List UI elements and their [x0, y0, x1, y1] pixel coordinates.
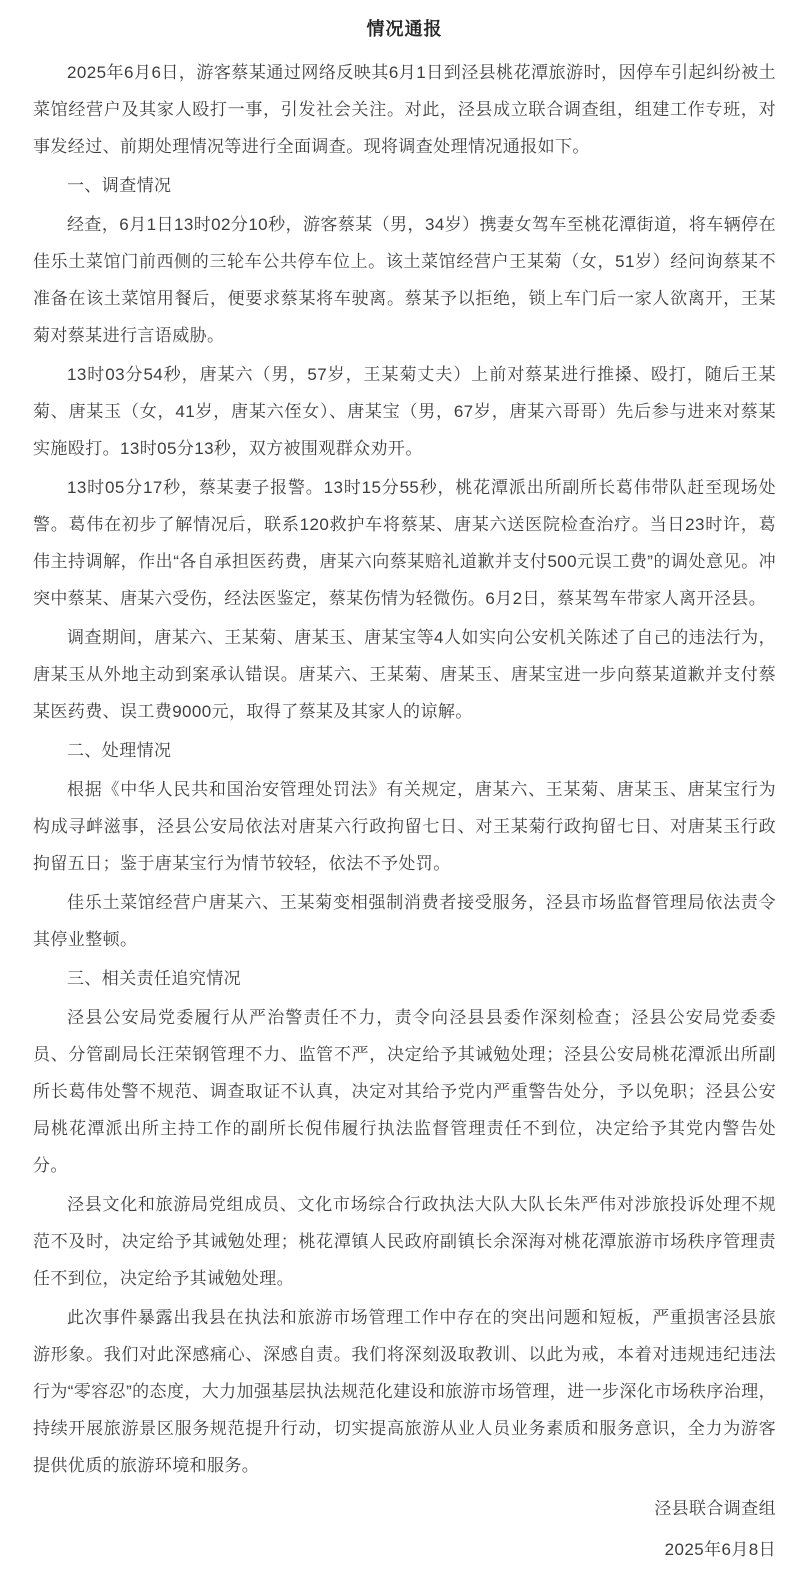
- signature-date: 2025年6月8日: [664, 1540, 776, 1559]
- paragraph-investigation-1: 经查，6月1日13时02分10秒，游客蔡某（男，34岁）携妻女驾车至桃花潭街道，将车辆停在佳乐土菜馆门前西侧的三轮车公共停车位上。该土菜馆经营户王某菊（女，51岁）经问询蔡某不准备在该土菜馆用餐后，便要求蔡某将车驶离。蔡某予以拒绝，锁上车门后一家人欲离开，王某菊对蔡某进行言语威胁。: [33, 215, 776, 345]
- section-heading-investigation: 一、调查情况: [67, 176, 172, 195]
- paragraph-accountability-2: 泾县文化和旅游局党组成员、文化市场综合行政执法大队大队长朱严伟对涉旅投诉处理不规范不及时，决定给予其诫勉处理；桃花潭镇人民政府副镇长余深海对桃花潭旅游市场秩序管理责任不到位，决定给予其诫勉处理。: [33, 1195, 776, 1288]
- paragraph-investigation-2: 13时03分54秒，唐某六（男，57岁，王某菊丈夫）上前对蔡某进行推搡、殴打，随后王某菊、唐某玉（女，41岁，唐某六侄女）、唐某宝（男，67岁，唐某六哥哥）先后参与进来对蔡某实施殴打。13时05分13秒，双方被围观群众劝开。: [33, 365, 776, 458]
- paragraph-closing: 此次事件暴露出我县在执法和旅游市场管理工作中存在的突出问题和短板，严重损害泾县旅游形象。我们对此深感痛心、深感自责。我们将深刻汲取教训、以此为戒，本着对违规违纪违法行为“零容忍”的态度，大力加强基层执法规范化建设和旅游市场管理，进一步深化市场秩序治理，持续开展旅游景区服务规范提升行动，切实提高旅游从业人员业务素质和服务意识，全力为游客提供优质的旅游环境和服务。: [33, 1308, 776, 1475]
- paragraph-investigation-3: 13时05分17秒，蔡某妻子报警。13时15分55秒，桃花潭派出所副所长葛伟带队赶至现场处警。葛伟在初步了解情况后，联系120救护车将蔡某、唐某六送医院检查治疗。当日23时许，葛伟主持调解，作出“各自承担医药费，唐某六向蔡某赔礼道歉并支付500元误工费”的调处意见。冲突中蔡某、唐某六受伤，经法医鉴定，蔡某伤情为轻微伤。6月2日，蔡某驾车带家人离开泾县。: [33, 478, 776, 608]
- section-heading-handling: 二、处理情况: [67, 741, 172, 760]
- signature-org: 泾县联合调查组: [654, 1499, 776, 1518]
- paragraph-handling-1: 根据《中华人民共和国治安管理处罚法》有关规定，唐某六、王某菊、唐某玉、唐某宝行为构成寻衅滋事，泾县公安局依法对唐某六行政拘留七日、对王某菊行政拘留七日、对唐某玉行政拘留五日；鉴于唐某宝行为情节较轻，依法不予处罚。: [33, 780, 776, 873]
- signature-block: [33, 1490, 776, 1568]
- paragraph-investigation-4: 调查期间，唐某六、王某菊、唐某玉、唐某宝等4人如实向公安机关陈述了自己的违法行为，唐某玉从外地主动到案承认错误。唐某六、王某菊、唐某玉、唐某宝进一步向蔡某道歉并支付蔡某医药费、误工费9000元，取得了蔡某及其家人的谅解。: [33, 628, 776, 721]
- paragraph-accountability-1: 泾县公安局党委履行从严治警责任不力，责令向泾县县委作深刻检查；泾县公安局党委委员、分管副局长汪荣钢管理不力、监管不严，决定给予其诫勉处理；泾县公安局桃花潭派出所副所长葛伟处警不规范、调查取证不认真，决定对其给予党内严重警告处分，予以免职；泾县公安局桃花潭派出所主持工作的副所长倪伟履行执法监督管理责任不到位，决定给予其党内警告处分。: [33, 1008, 776, 1175]
- paragraph-intro: 2025年6月6日，游客蔡某通过网络反映其6月1日到泾县桃花潭旅游时，因停车引起纠纷被土菜馆经营户及其家人殴打一事，引发社会关注。对此，泾县成立联合调查组，组建工作专班，对事发经过、前期处理情况等进行全面调查。现将调查处理情况通报如下。: [33, 63, 776, 156]
- section-heading-accountability: 三、相关责任追究情况: [67, 969, 241, 988]
- paragraph-handling-2: 佳乐土菜馆经营户唐某六、王某菊变相强制消费者接受服务，泾县市场监督管理局依法责令其停业整顿。: [33, 893, 776, 949]
- notice-title: 情况通报: [366, 19, 443, 39]
